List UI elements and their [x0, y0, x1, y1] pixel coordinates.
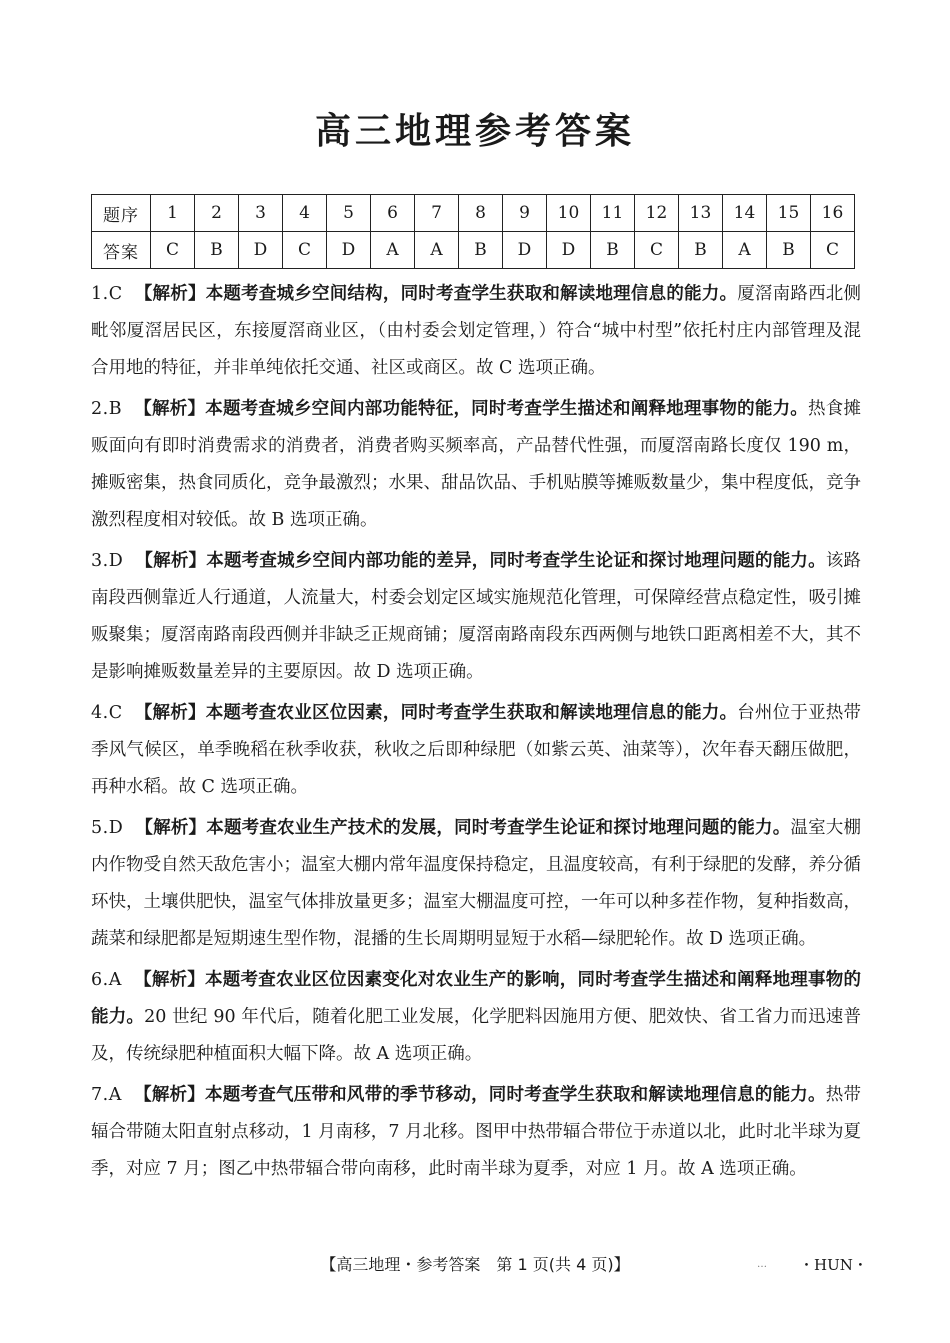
answer-cell: B — [767, 232, 811, 269]
question-number-cell: 13 — [679, 195, 723, 232]
question-number: 3.D — [91, 551, 124, 571]
answer-cell: A — [371, 232, 415, 269]
analysis-lead: 本题考查城乡空间结构，同时考查学生获取和解读地理信息的能力。 — [205, 284, 738, 304]
question-number-cell: 11 — [591, 195, 635, 232]
number-row-header: 题序 — [92, 195, 151, 232]
question-number: 6.A — [91, 970, 122, 990]
analysis-tag: 【解析】 — [134, 284, 206, 304]
answer-cell: B — [459, 232, 503, 269]
question-number-cell: 3 — [239, 195, 283, 232]
question-number: 5.D — [91, 818, 124, 838]
page-footer: 【高三地理・参考答案 第 1 页(共 4 页)】 — [320, 1255, 630, 1274]
question-number-cell: 7 — [415, 195, 459, 232]
explanation-list — [91, 276, 861, 1192]
analysis-lead: 本题考查农业区位因素变化对农业生产的影响，同时考查学生描述和阐释地理事物的能力。 — [91, 970, 862, 1027]
explanation-item — [91, 962, 861, 1073]
analysis-body: 热食摊贩面向有即时消费需求的消费者，消费者购买频率高，产品替代性强，而厦滘南路长度仅 190 m，摊贩密集，热食同质化，竞争最激烈；水果、甜品饮品、手机贴膜等摊贩数量少，集中程度低，竞争激烈程度相对较低。故 B 选项正确。 — [91, 399, 862, 530]
answer-row-header: 答案 — [92, 232, 151, 269]
question-number-cell: 16 — [811, 195, 855, 232]
analysis-tag: 【解析】 — [135, 818, 207, 838]
question-number-cell: 14 — [723, 195, 767, 232]
question-number-cell: 1 — [151, 195, 195, 232]
answer-cell: B — [679, 232, 723, 269]
question-number: 1.C — [91, 284, 123, 304]
analysis-body: 温室大棚内作物受自然天敌危害小；温室大棚内常年温度保持稳定，且温度较高，有利于绿肥的发酵，养分循环快，土壤供肥快，温室气体排放量更多；温室大棚温度可控，一年可以种多茬作物，复种指数高，蔬菜和绿肥都是短期速生型作物，混播的生长周期明显短于水稻—绿肥轮作。故 D 选项正确。 — [91, 818, 862, 949]
question-number-cell: 10 — [547, 195, 591, 232]
question-number-cell: 15 — [767, 195, 811, 232]
analysis-lead: 本题考查气压带和风带的季节移动，同时考查学生获取和解读地理信息的能力。 — [205, 1085, 826, 1105]
question-number: 4.C — [91, 703, 123, 723]
page-title: 高三地理参考答案 — [314, 111, 635, 152]
question-number-cell: 6 — [371, 195, 415, 232]
answer-cell: C — [283, 232, 327, 269]
analysis-lead: 本题考查农业生产技术的发展，同时考查学生论证和探讨地理问题的能力。 — [206, 818, 791, 838]
footer-mark: … — [757, 1259, 767, 1270]
analysis-body: 厦滘南路西北侧毗邻厦滘居民区，东接厦滘商业区，（由村委会划定管理，）符合“城中村型”依托村庄内部管理及混合用地的特征，并非单纯依托交通、社区或商区。故 C 选项正确。 — [91, 284, 862, 378]
answer-cell: C — [151, 232, 195, 269]
explanation-item — [91, 391, 861, 539]
question-number: 7.A — [91, 1085, 122, 1105]
answer-cell: D — [239, 232, 283, 269]
question-number-cell: 4 — [283, 195, 327, 232]
analysis-tag: 【解析】 — [133, 970, 206, 990]
question-number: 2.B — [91, 399, 123, 419]
analysis-body: 该路南段西侧靠近人行通道，人流量大，村委会划定区域实施规范化管理，可保障经营点稳定性，吸引摊贩聚集；厦滘南路南段西侧并非缺乏正规商铺；厦滘南路南段东西两侧与地铁口距离相差不大，其不是影响摊贩数量差异的主要原因。故 D 选项正确。 — [91, 551, 862, 682]
answer-cell: B — [591, 232, 635, 269]
analysis-body: 台州位于亚热带季风气候区，单季晚稻在秋季收获，秋收之后即种绿肥（如紫云英、油菜等），次年春天翻压做肥，再种水稻。故 C 选项正确。 — [91, 703, 862, 797]
answer-cell: D — [327, 232, 371, 269]
analysis-body: 20 世纪 90 年代后，随着化肥工业发展，化学肥料因施用方便、肥效快、省工省力而迅速普及，传统绿肥种植面积大幅下降。故 A 选项正确。 — [91, 1007, 862, 1064]
answer-cell: D — [547, 232, 591, 269]
analysis-tag: 【解析】 — [135, 551, 207, 571]
explanation-item — [91, 695, 861, 806]
analysis-tag: 【解析】 — [134, 399, 206, 419]
answer-cell: B — [195, 232, 239, 269]
answer-cell: C — [811, 232, 855, 269]
question-number-cell: 12 — [635, 195, 679, 232]
answer-cell: D — [503, 232, 547, 269]
analysis-lead: 本题考查农业区位因素，同时考查学生获取和解读地理信息的能力。 — [205, 703, 738, 723]
analysis-tag: 【解析】 — [134, 703, 206, 723]
answer-cell: A — [415, 232, 459, 269]
explanation-item — [91, 543, 861, 691]
analysis-lead: 本题考查城乡空间内部功能的差异，同时考查学生论证和探讨地理问题的能力。 — [206, 551, 826, 571]
explanation-item — [91, 276, 861, 387]
answer-cell: A — [723, 232, 767, 269]
question-number-cell: 2 — [195, 195, 239, 232]
answer-row — [92, 232, 855, 269]
analysis-lead: 本题考查城乡空间内部功能特征，同时考查学生描述和阐释地理事物的能力。 — [205, 399, 809, 419]
analysis-body: 热带辐合带随太阳直射点移动，1 月南移，7 月北移。图甲中热带辐合带位于赤道以北，此时北半球为夏季，对应 7 月；图乙中热带辐合带向南移，此时南半球为夏季，对应 1 月。故 A 选项正确。 — [91, 1085, 862, 1179]
footer-code: ・HUN・ — [799, 1256, 868, 1274]
analysis-tag: 【解析】 — [133, 1085, 206, 1105]
number-row — [92, 195, 855, 232]
question-number-cell: 5 — [327, 195, 371, 232]
question-number-cell: 9 — [503, 195, 547, 232]
question-number-cell: 8 — [459, 195, 503, 232]
answer-cell: C — [635, 232, 679, 269]
explanation-item — [91, 810, 861, 958]
explanation-item — [91, 1077, 861, 1188]
answer-table — [91, 194, 855, 269]
